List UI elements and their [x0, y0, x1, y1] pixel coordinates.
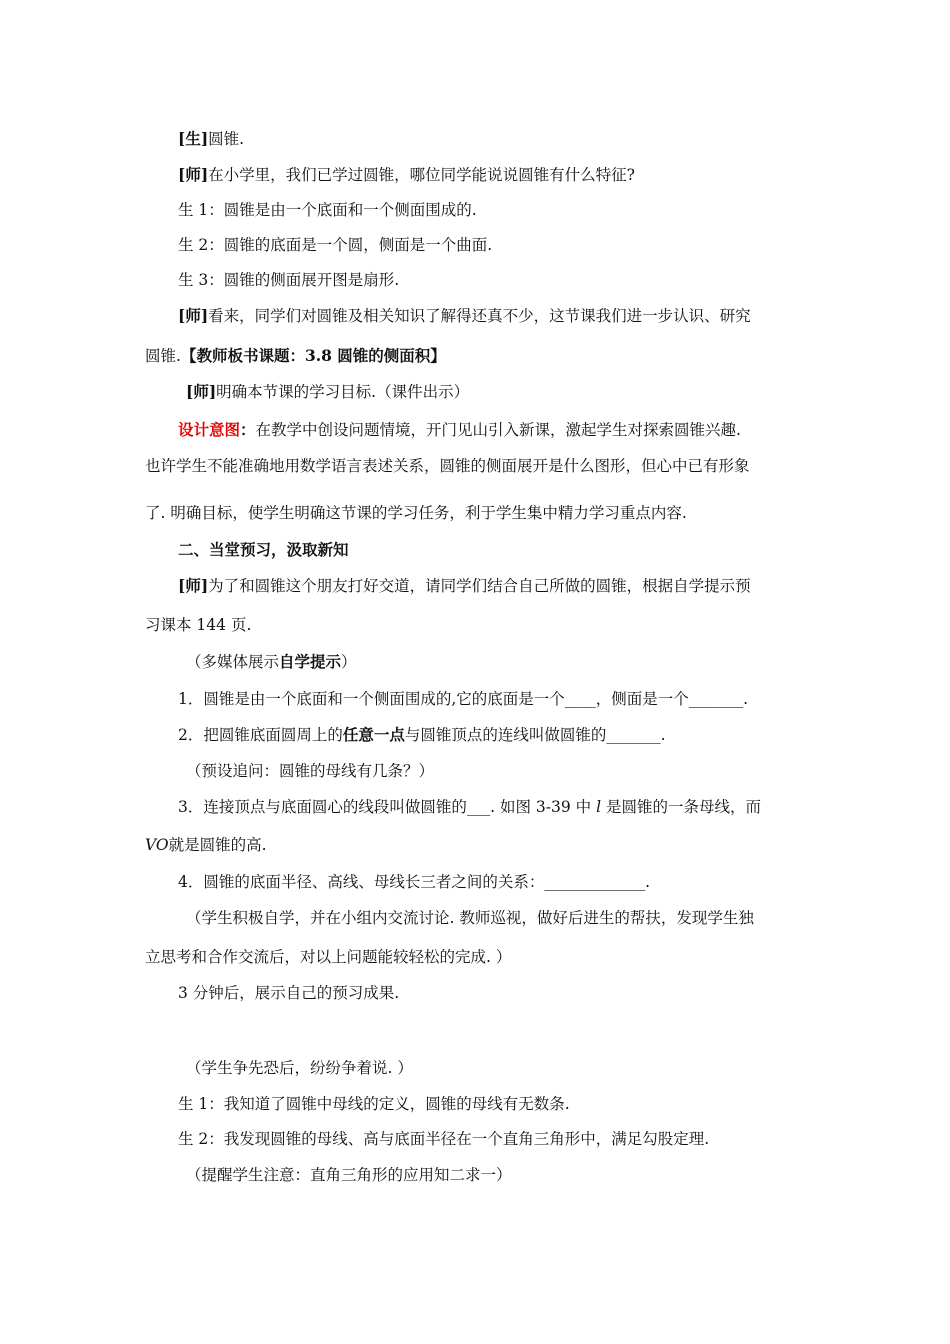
fill-blank: ____	[564, 690, 596, 708]
text-run: [师]	[178, 576, 209, 595]
text-run: 设计意图	[178, 420, 241, 439]
text-line	[178, 165, 635, 185]
text-line	[178, 200, 477, 220]
text-line	[186, 1165, 512, 1185]
text-line	[186, 1058, 413, 1078]
text-line	[178, 235, 492, 255]
text-run: 3 分钟后，展示自己的预习成果.	[178, 984, 400, 1002]
text-run: ，侧面是一个	[595, 690, 689, 708]
text-run: （预设追问：圆锥的母线有几条？）	[186, 762, 435, 780]
text-run: 也许学生不能准确地用数学语言表述关系，圆锥的侧面展开是什么图形，但心中已有形象	[145, 457, 750, 475]
text-line	[178, 270, 399, 290]
text-run: 2．把圆锥底面圆周上的	[178, 726, 343, 744]
text-run: （多媒体展示	[186, 653, 280, 671]
text-run: 二、当堂预习，汲取新知	[178, 540, 349, 559]
text-run: [师]	[178, 306, 209, 325]
text-run: [师]	[178, 165, 209, 184]
text-run: 4．圆锥的底面半径、高线、母线长三者之间的关系：	[178, 873, 545, 891]
text-run: . 如图 3-39 中	[490, 798, 597, 816]
text-run: [师]	[186, 382, 217, 401]
fill-blank: ___	[466, 798, 491, 816]
text-run: 在教学中创设问题情境，开门见山引入新课，激起学生对探索圆锥兴趣.	[255, 421, 741, 439]
text-line	[145, 835, 267, 855]
text-run: .	[660, 726, 666, 744]
text-line	[178, 1094, 570, 1114]
text-line	[145, 947, 511, 967]
text-line	[145, 456, 750, 476]
text-line	[145, 346, 446, 366]
fill-blank: _______	[688, 690, 744, 708]
text-run: （学生争先恐后，纷纷争着说. ）	[186, 1059, 413, 1077]
text-run: 与圆锥顶点的连线叫做圆锥的	[404, 726, 607, 744]
text-run: .	[743, 690, 748, 708]
text-run: 任意一点	[342, 725, 405, 744]
text-run: 生 2：我发现圆锥的母线、高与底面半径在一个直角三角形中，满足勾股定理.	[178, 1130, 710, 1148]
text-line	[178, 725, 666, 745]
text-line	[178, 129, 244, 149]
text-run: 明确本节课的学习目标.（课件出示）	[216, 383, 470, 401]
text-run: .	[645, 873, 651, 891]
text-line	[186, 652, 357, 672]
text-line	[178, 576, 751, 596]
text-line	[178, 420, 741, 440]
text-run: 生 3：圆锥的侧面展开图是扇形.	[178, 271, 400, 289]
text-line	[178, 797, 761, 817]
text-run: （学生积极自学，并在小组内交流讨论. 教师巡视，做好后进生的帮扶，发现学生独	[186, 909, 754, 927]
fill-blank: _____________	[544, 873, 646, 891]
text-run: 3．连接顶点与底面圆心的线段叫做圆锥的	[178, 798, 467, 816]
text-line	[178, 689, 748, 709]
text-line	[145, 503, 687, 523]
text-line	[186, 761, 434, 781]
text-run: 圆锥.	[145, 347, 181, 365]
text-run: l	[596, 798, 602, 816]
text-run: VO	[145, 836, 169, 854]
text-run: 是圆锥的一条母线，而	[601, 798, 761, 816]
text-run: 生 1：圆锥是由一个底面和一个侧面围成的.	[178, 201, 477, 219]
text-run: 就是圆锥的高.	[168, 836, 267, 854]
text-run: 生 1：我知道了圆锥中母线的定义，圆锥的母线有无数条.	[178, 1095, 570, 1113]
text-line	[178, 983, 399, 1003]
text-line	[186, 382, 469, 402]
text-run: ）	[341, 653, 357, 671]
text-run: [生]	[178, 129, 209, 148]
text-line	[178, 1129, 709, 1149]
fill-blank: _______	[606, 726, 661, 744]
text-run: 了. 明确目标，使学生明确这节课的学习任务，利于学生集中精力学习重点内容.	[145, 504, 687, 522]
text-run: ：	[240, 420, 256, 439]
text-run: 圆锥.	[208, 130, 245, 148]
text-run: （提醒学生注意：直角三角形的应用知二求一）	[186, 1166, 512, 1184]
text-line	[178, 872, 650, 892]
text-run: 生 2：圆锥的底面是一个圆，侧面是一个曲面.	[178, 236, 493, 254]
text-run: 立思考和合作交流后，对以上问题能较轻松的完成. ）	[145, 948, 512, 966]
text-run: 为了和圆锥这个朋友打好交道，请同学们结合自己所做的圆锥，根据自学提示预	[208, 577, 751, 595]
text-line	[178, 540, 349, 560]
text-line	[186, 908, 754, 928]
text-line	[145, 615, 251, 635]
text-run: 看来，同学们对圆锥及相关知识了解得还真不少，这节课我们进一步认识、研究	[208, 307, 751, 325]
text-line	[178, 306, 751, 326]
text-run: 1．圆锥是由一个底面和一个侧面围成的,它的底面是一个	[178, 690, 565, 708]
text-run: 【教师板书课题：3.8 圆锥的侧面积】	[180, 346, 446, 365]
text-run: 习课本 144 页.	[145, 616, 252, 634]
text-run: 在小学里，我们已学过圆锥，哪位同学能说说圆锥有什么特征?	[208, 166, 635, 184]
text-run: 自学提示	[279, 652, 342, 671]
